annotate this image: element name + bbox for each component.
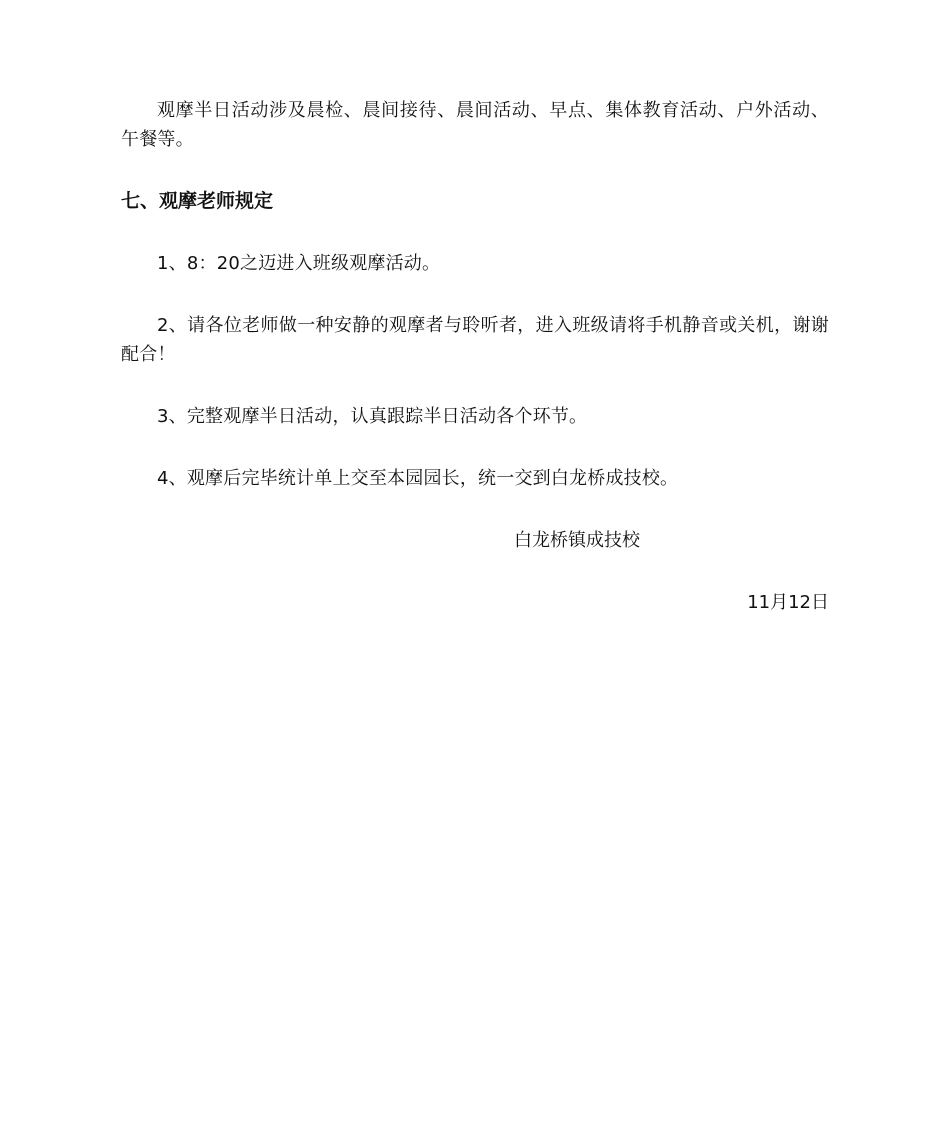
rule-item-4: 4、观摩后完毕统计单上交至本园园长，统一交到白龙桥成技校。 <box>157 468 679 489</box>
rule-item-1: 1、8：20之迈进入班级观摩活动。 <box>157 253 441 274</box>
intro-paragraph: 观摩半日活动涉及晨检、晨间接待、晨间活动、早点、集体教育活动、户外活动、午餐等。 <box>121 100 829 150</box>
rule-item-2: 2、请各位老师做一种安静的观摩者与聆听者，进入班级请将手机静音或关机，谢谢配合！ <box>121 315 829 365</box>
signature: 白龙桥镇成技校 <box>514 530 640 551</box>
date: 11月12日 <box>747 592 829 613</box>
rule-item-3: 3、完整观摩半日活动，认真跟踪半日活动各个环节。 <box>157 406 588 427</box>
document-body <box>121 96 829 617</box>
section-heading: 七、观摩老师规定 <box>121 190 274 212</box>
